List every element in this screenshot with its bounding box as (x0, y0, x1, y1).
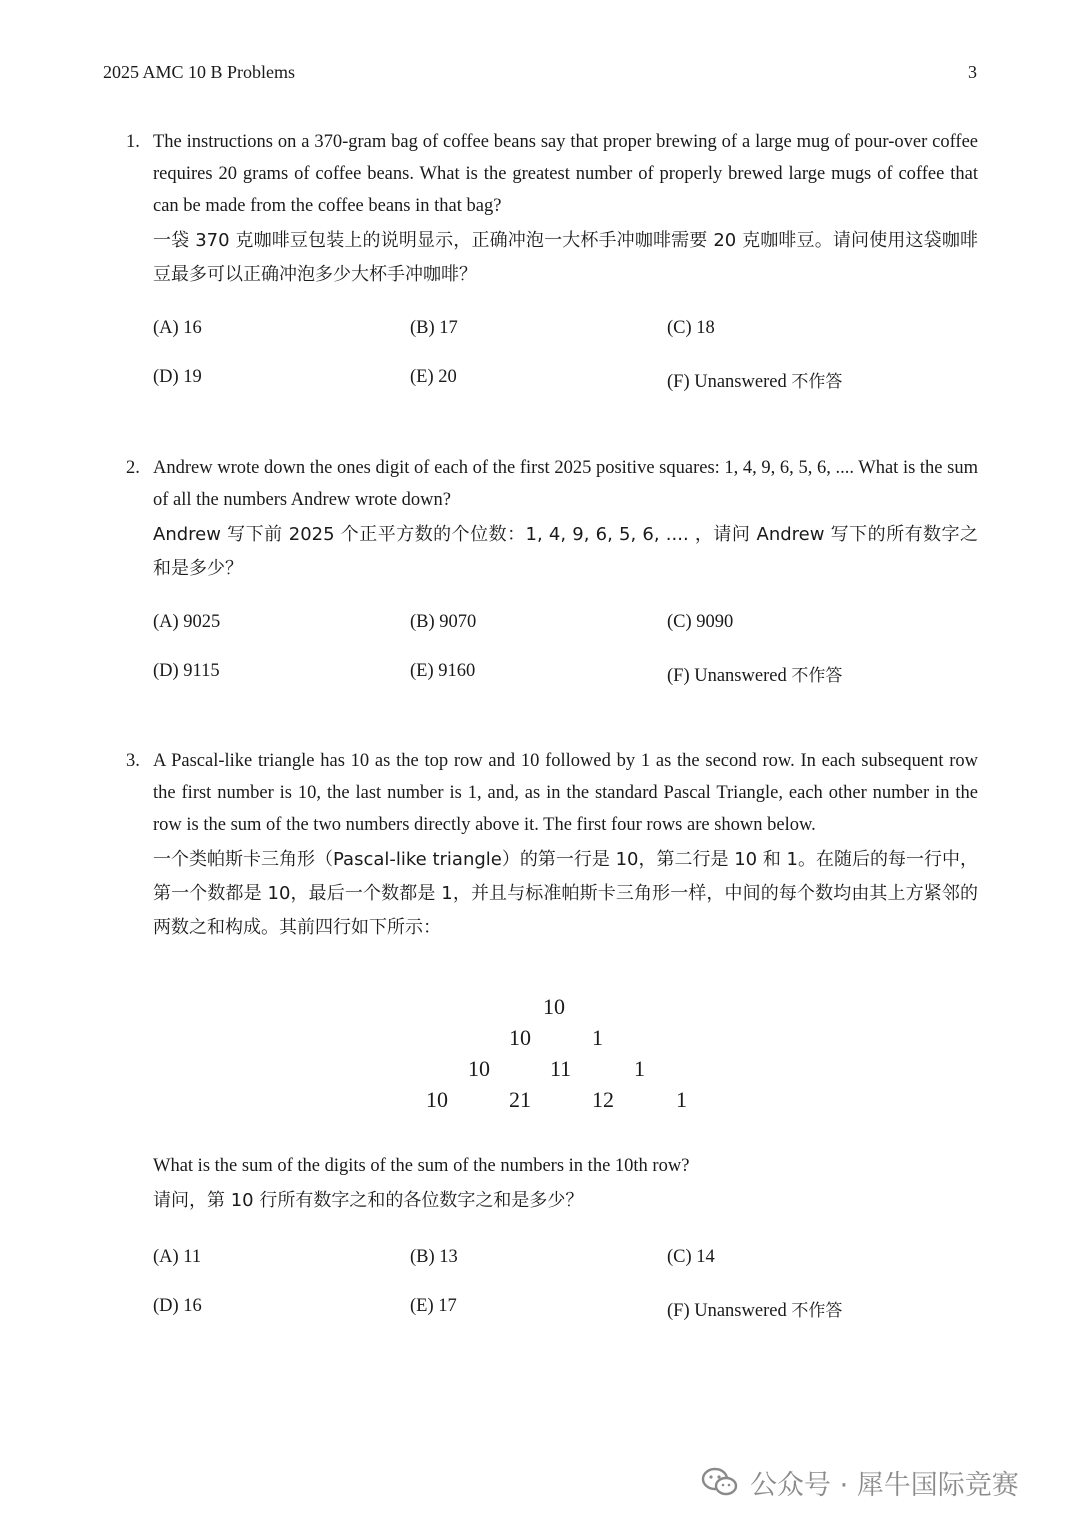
triangle-entry: 1 (676, 1087, 687, 1112)
triangle-entry: 1 (634, 1056, 645, 1081)
choice-e[interactable]: (E) 9160 (410, 661, 476, 681)
choice-f[interactable] (667, 661, 842, 687)
problem-text-en: Andrew wrote down the ones digit of each of the first 2025 positive squares: 1, 4, 9, 6, 5, 6, .... What is the sum of all the numbers Andrew wrote down? (153, 458, 978, 510)
choice-c[interactable]: (C) 14 (667, 1247, 715, 1267)
question-text-en: What is the sum of the digits of the sum of the numbers in the 10th row? (153, 1156, 690, 1176)
choice-f-zh: 不作答 (791, 666, 843, 686)
choice-d[interactable]: (D) 9115 (153, 661, 220, 681)
triangle-entry: 10 (468, 1056, 490, 1081)
choice-d[interactable]: (D) 16 (153, 1296, 202, 1316)
problem-3 (126, 745, 978, 945)
answer-choices-3 (153, 1247, 953, 1345)
triangle-entry: 10 (426, 1087, 448, 1112)
problem-3-question (126, 1150, 978, 1218)
problem-text-en: The instructions on a 370-gram bag of coffee beans say that proper brewing of a large mug of pour-over coffee requires 20 grams of coffee beans. What is the greatest number of properly brewed large mugs of coffee that can be made from the coffee beans in that bag? (153, 132, 978, 216)
choice-e[interactable]: (E) 20 (410, 367, 457, 387)
triangle-entry: 10 (543, 994, 565, 1019)
choice-d[interactable]: (D) 19 (153, 367, 202, 387)
triangle-entry: 12 (592, 1087, 614, 1112)
problem-number: 1. (126, 132, 140, 152)
choice-f-zh: 不作答 (791, 1301, 843, 1321)
page-header (103, 58, 977, 88)
problem-text-en: A Pascal-like triangle has 10 as the top row and 10 followed by 1 as the second row. In each subsequent row the first number is 10, the last number is 1, and, as in the standard Pascal Triangle, each other number in the row is the sum of the two numbers directly above it. The first four rows are shown below. (153, 751, 978, 835)
choice-c[interactable]: (C) 18 (667, 318, 715, 338)
choice-e[interactable]: (E) 17 (410, 1296, 457, 1316)
choice-b[interactable]: (B) 9070 (410, 612, 477, 632)
choice-c[interactable]: (C) 9090 (667, 612, 734, 632)
problem-2 (126, 452, 978, 586)
triangle-entry: 11 (550, 1056, 572, 1081)
pascal-like-triangle (0, 992, 1080, 1152)
choice-a[interactable]: (A) 16 (153, 318, 202, 338)
choice-b[interactable]: (B) 13 (410, 1247, 458, 1267)
triangle-entry: 1 (592, 1025, 603, 1050)
triangle-entry: 21 (509, 1087, 531, 1112)
wechat-icon (700, 1466, 740, 1498)
problem-number: 3. (126, 751, 140, 771)
choice-f-zh: 不作答 (791, 372, 843, 392)
choice-f-label: (F) Unanswered (667, 1301, 787, 1321)
problem-text-zh: 一袋 370 克咖啡豆包装上的说明显示，正确冲泡一大杯手冲咖啡需要 20 克咖啡豆。请问使用这袋咖啡豆最多可以正确冲泡多少大杯手冲咖啡？ (153, 230, 978, 285)
problem-text-zh: Andrew 写下前 2025 个正平方数的个位数：1, 4, 9, 6, 5, 6, .... ，请问 Andrew 写下的所有数字之和是多少？ (153, 524, 978, 579)
answer-choices-2 (153, 612, 953, 710)
choice-f-label: (F) Unanswered (667, 372, 787, 392)
choice-f[interactable] (667, 367, 842, 393)
choice-f-label: (F) Unanswered (667, 666, 787, 686)
question-text-zh: 请问，第 10 行所有数字之和的各位数字之和是多少？ (153, 1190, 584, 1211)
triangle-entry: 10 (509, 1025, 531, 1050)
choice-a[interactable]: (A) 9025 (153, 612, 221, 632)
watermark (700, 1462, 1060, 1502)
problem-text-zh: 一个类帕斯卡三角形（Pascal-like triangle）的第一行是 10，第二行是 10 和 1。在随后的每一行中，第一个数都是 10，最后一个数都是 1，并且与标准帕斯卡三角形一样，中间的每个数均由其上方紧邻的两数之和构成。其前四行如下所示： (153, 849, 978, 938)
answer-choices-1 (153, 318, 953, 416)
choice-b[interactable]: (B) 17 (410, 318, 458, 338)
page-number: 3 (968, 62, 977, 82)
watermark-text: 公众号 · 犀牛国际竞赛 (750, 1469, 1019, 1501)
choice-f[interactable] (667, 1296, 842, 1322)
document-title: 2025 AMC 10 B Problems (103, 62, 296, 82)
problem-number: 2. (126, 458, 140, 478)
problem-1 (126, 126, 978, 292)
choice-a[interactable]: (A) 11 (153, 1247, 202, 1267)
